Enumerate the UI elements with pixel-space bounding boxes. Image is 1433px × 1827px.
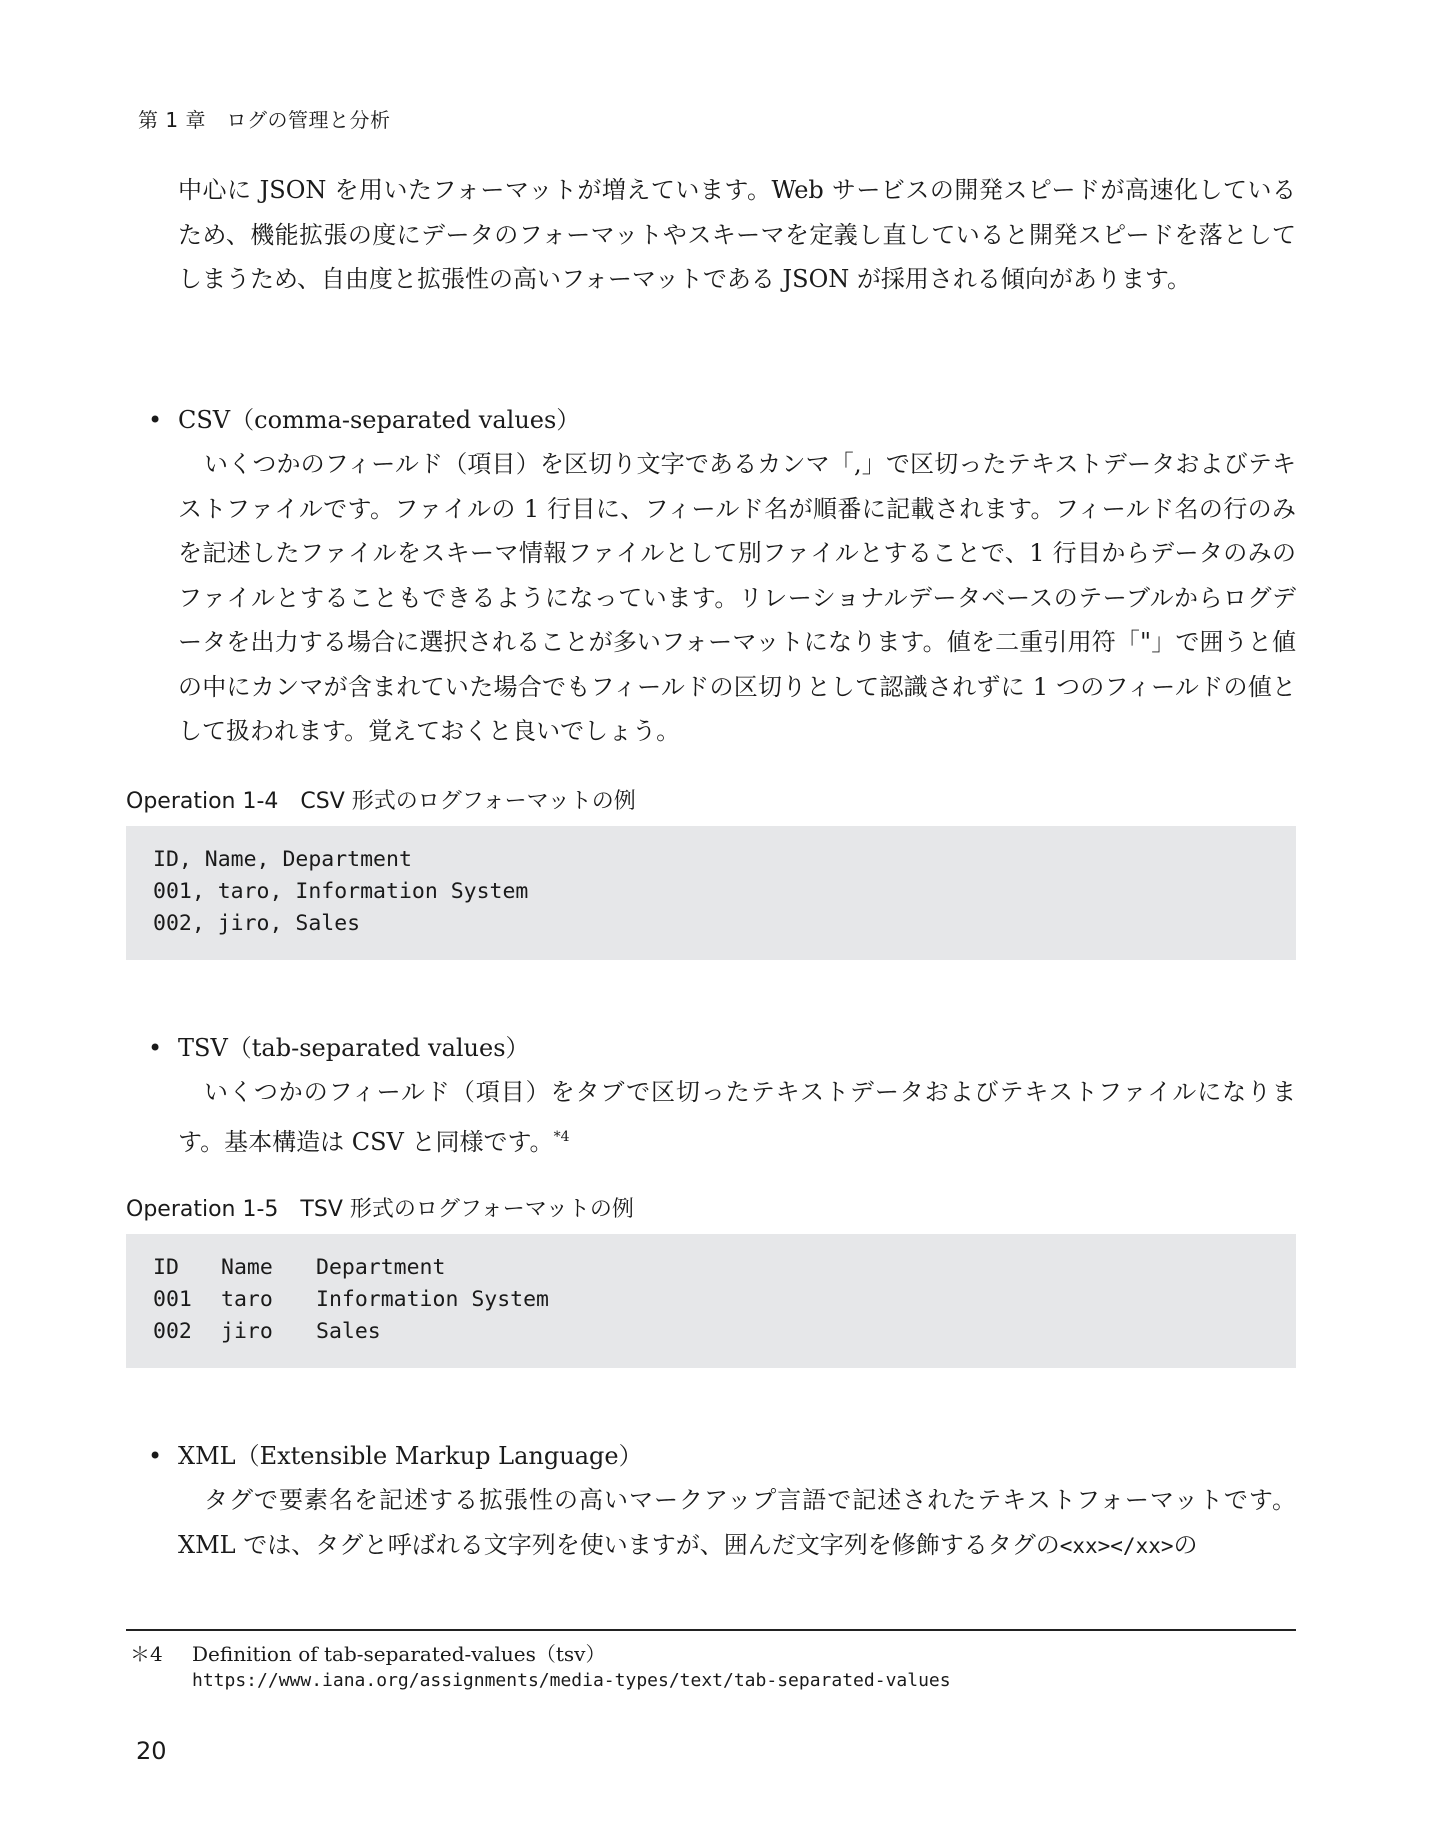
tsv-caption: Operation 1-5 TSV 形式のログフォーマットの例 xyxy=(126,1197,634,1222)
csv-heading xyxy=(148,402,580,438)
bullet-icon: • xyxy=(148,406,163,434)
code-line: ID Name Department xyxy=(153,1255,446,1280)
tsv-body xyxy=(178,1070,1296,1164)
tsv-body-text: いくつかのフィールド（項目）をタブで区切ったテキストデータおよびテキストファイルになります。基本構造は CSV と同様です。 xyxy=(178,1078,1296,1156)
code-line: 001 taro Information System xyxy=(153,1287,549,1312)
csv-code xyxy=(153,844,528,940)
footnote-reference: *4 xyxy=(553,1128,570,1145)
csv-code-block xyxy=(126,826,1296,960)
bullet-icon: • xyxy=(148,1034,163,1062)
footnote-url: https://www.iana.org/assignments/media-types/text/tab-separated-values xyxy=(192,1670,951,1691)
footnote-divider xyxy=(126,1629,1296,1631)
chapter-header: 第 1 章 ログの管理と分析 xyxy=(138,108,391,132)
csv-body: いくつかのフィールド（項目）を区切り文字であるカンマ「,」で区切ったテキストデータおよびテキストファイルです。ファイルの 1 行目に、フィールド名が順番に記載されます。フィールド名の行のみを記述したファイルをスキーマ情報ファイルとして別ファイルとすることで、1 行目からデータのみのファイルとすることもできるようになっています。リレーショナルデータベースのテーブルからログデータを出力する場合に選択されることが多いフォーマットになります。値を二重引用符「"」で囲うと値の中にカンマが含まれていた場合でもフィールドの区切りとして認識されずに 1 つのフィールドの値として扱われます。覚えておくと良いでしょう。 xyxy=(178,450,1296,745)
code-line: ID, Name, Department xyxy=(153,847,412,872)
xml-body xyxy=(178,1478,1296,1568)
code-line: 002 jiro Sales xyxy=(153,1319,381,1344)
footnote-mark: ＊4 xyxy=(130,1642,163,1666)
bullet-icon: • xyxy=(148,1442,163,1470)
xml-body-text: タグで要素名を記述する拡張性の高いマークアップ言語で記述されたテキストフォーマットです。XML では、タグと呼ばれる文字列を使いますが、囲んだ文字列を修飾するタグの xyxy=(178,1486,1296,1559)
intro-paragraph: 中心に JSON を用いたフォーマットが増えています。Web サービスの開発スピードが高速化しているため、機能拡張の度にデータのフォーマットやスキーマを定義し直していると開発スピードを落としてしまうため、自由度と拡張性の高いフォーマットである JSON が採用される傾向があります。 xyxy=(178,176,1296,293)
xml-heading xyxy=(148,1438,643,1474)
csv-heading-text: CSV（comma-separated values） xyxy=(178,406,581,434)
tsv-heading xyxy=(148,1030,530,1066)
page-number: 20 xyxy=(136,1737,167,1765)
csv-caption: Operation 1-4 CSV 形式のログフォーマットの例 xyxy=(126,789,636,814)
tsv-heading-text: TSV（tab-separated values） xyxy=(178,1034,530,1062)
xml-heading-text: XML（Extensible Markup Language） xyxy=(178,1442,643,1470)
tsv-code xyxy=(153,1252,549,1348)
xml-body-tail: の xyxy=(1173,1530,1198,1559)
code-line: 001, taro, Information System xyxy=(153,879,529,904)
tsv-code-block xyxy=(126,1234,1296,1368)
inline-code: <xx></xx> xyxy=(1059,1533,1174,1558)
footnote-text: Definition of tab-separated-values（tsv） xyxy=(192,1642,606,1666)
footnote xyxy=(130,1638,605,1670)
code-line: 002, jiro, Sales xyxy=(153,911,361,936)
